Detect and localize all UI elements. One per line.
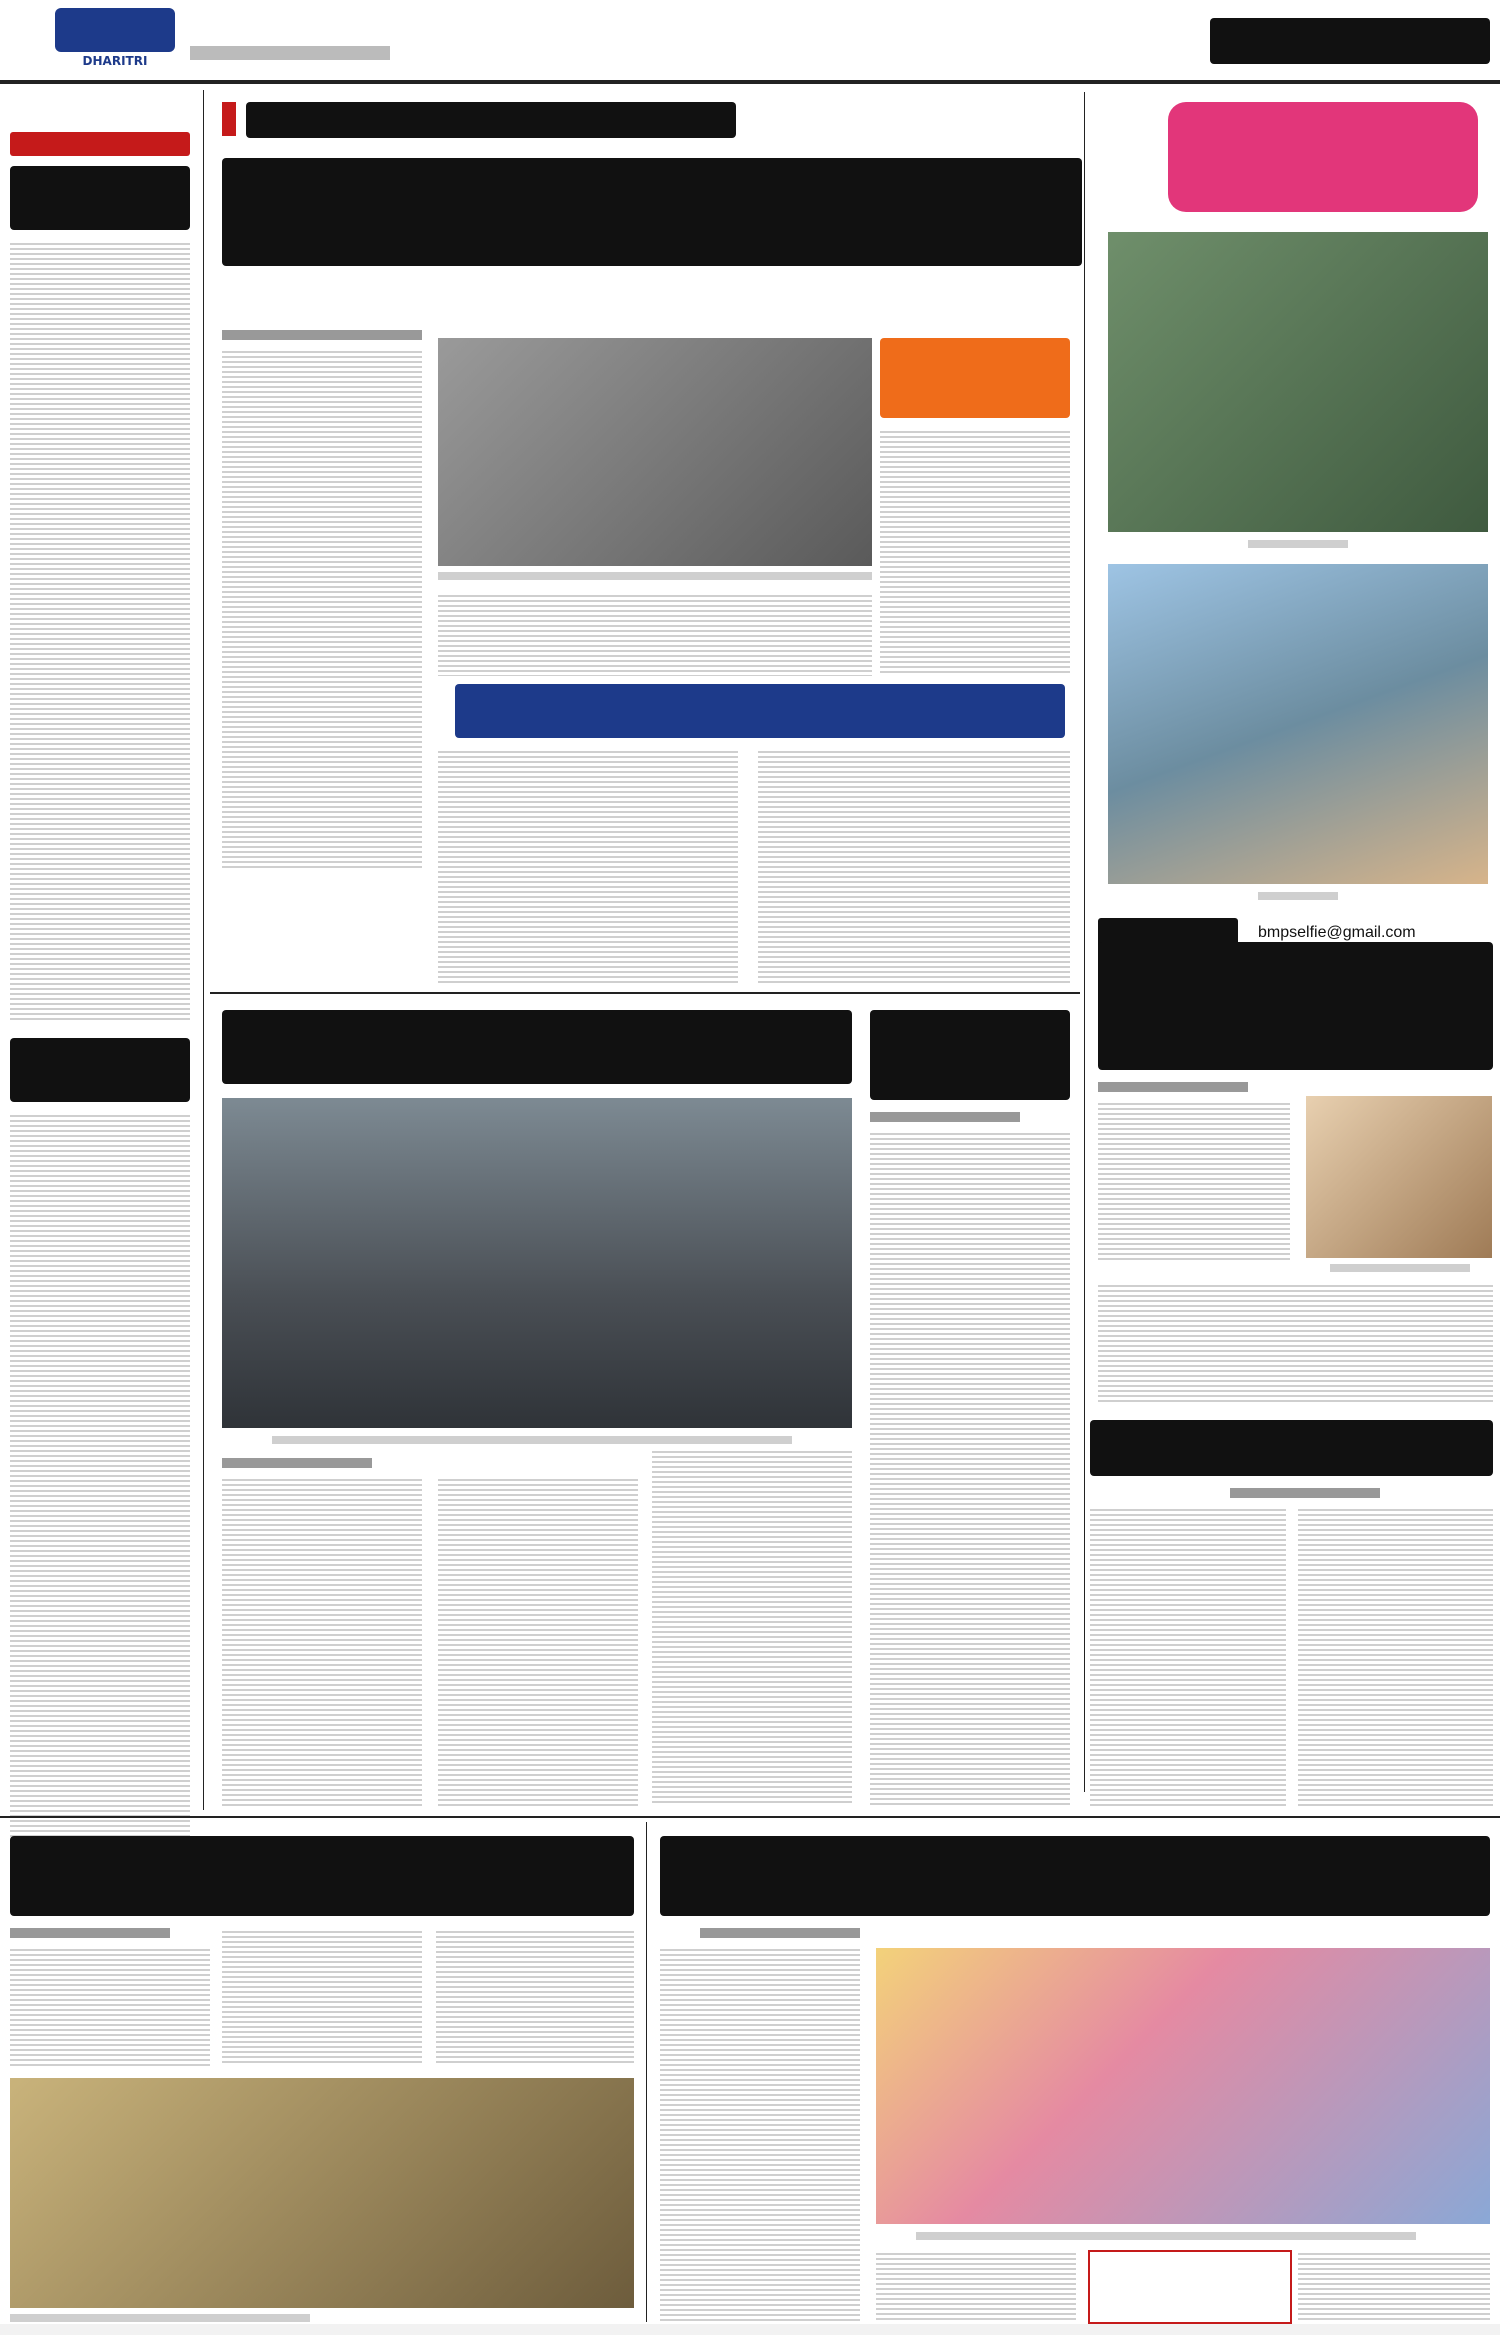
lead-sidebar-badge xyxy=(880,338,1070,418)
lead-photo-caption xyxy=(438,572,872,580)
selfie-photo-1 xyxy=(1108,232,1488,532)
health-conference-text-col-2 xyxy=(876,2250,1076,2322)
health-conference-photo xyxy=(876,1948,1490,2224)
banner-text-col-2 xyxy=(758,748,1070,984)
lead-byline xyxy=(222,330,422,340)
rally-headline xyxy=(222,1010,852,1084)
rally-byline xyxy=(222,1458,372,1468)
bottom-section-rule xyxy=(646,1822,647,2322)
congress-text-col-2 xyxy=(1098,1282,1493,1402)
congress-headline xyxy=(1098,942,1493,1070)
health-conference-text-col-3 xyxy=(1298,2250,1490,2322)
masthead-date-block xyxy=(190,46,390,60)
lead-text-col-3 xyxy=(880,428,1070,676)
masthead-english-name: DHARITRI xyxy=(82,54,148,68)
banner-text-col-1 xyxy=(438,748,738,984)
selfie-email: bmpselfie@gmail.com xyxy=(1258,924,1416,941)
lead-text-col-2 xyxy=(438,592,872,676)
lead-photo xyxy=(438,338,872,566)
well-death-byline xyxy=(870,1112,1020,1122)
shiva-sevak-byline xyxy=(1230,1488,1380,1498)
health-conference-text-col-1 xyxy=(660,1946,860,2322)
kicker-marker xyxy=(222,102,236,136)
brief-headline-1 xyxy=(10,166,190,230)
rally-photo xyxy=(222,1098,852,1428)
masthead-logo xyxy=(55,8,175,52)
rally-text-col-3 xyxy=(652,1448,852,1806)
lead-text-col-1 xyxy=(222,348,422,868)
rally-photo-caption xyxy=(272,1436,792,1444)
selfie-caption-1 xyxy=(1248,540,1348,548)
health-conference-photo-caption xyxy=(916,2232,1416,2240)
left-column-rule xyxy=(203,90,204,1810)
family-planning-text-col-2 xyxy=(222,1928,422,2066)
congress-portrait-caption xyxy=(1330,1264,1470,1272)
section-title-block xyxy=(1210,18,1490,64)
health-conference-headline xyxy=(660,1836,1490,1916)
congress-text-col-1 xyxy=(1098,1100,1290,1260)
brief-headline-2 xyxy=(10,1038,190,1102)
shiva-sevak-text-col-2 xyxy=(1298,1506,1493,1806)
congress-byline xyxy=(1098,1082,1248,1092)
family-planning-text-col-3 xyxy=(436,1928,634,2066)
brief-text-1 xyxy=(10,240,190,1020)
shiva-sevak-headline xyxy=(1090,1420,1493,1476)
selfie-photo-2 xyxy=(1108,564,1488,884)
masthead-rule xyxy=(0,80,1500,84)
print-registration-strip xyxy=(0,2324,1500,2335)
lead-bottom-rule xyxy=(210,992,1080,994)
family-planning-headline xyxy=(10,1836,634,1916)
rally-text-col-2 xyxy=(438,1476,638,1806)
shiva-sevak-text-col-1 xyxy=(1090,1506,1286,1806)
well-death-headline xyxy=(870,1010,1070,1100)
family-planning-photo xyxy=(10,2078,634,2308)
inner-banner xyxy=(455,684,1065,738)
selfie-caption-2 xyxy=(1258,892,1338,900)
lead-headline xyxy=(222,158,1082,266)
selfie-logo xyxy=(1168,102,1478,212)
lead-kicker xyxy=(222,96,742,142)
rally-text-col-1 xyxy=(222,1476,422,1806)
health-conference-byline xyxy=(700,1928,860,1938)
congress-portrait xyxy=(1306,1096,1492,1258)
right-column-rule xyxy=(1084,92,1085,1792)
brief-text-2 xyxy=(10,1112,190,1872)
masthead xyxy=(0,0,1500,78)
health-conference-factbox xyxy=(1088,2250,1292,2324)
selfie-corner xyxy=(1088,92,1493,992)
kicker-text xyxy=(246,102,736,138)
middle-rule xyxy=(0,1816,1500,1818)
well-death-text xyxy=(870,1130,1070,1806)
family-planning-byline xyxy=(10,1928,170,1938)
briefs-label xyxy=(10,132,190,156)
family-planning-photo-caption xyxy=(10,2314,310,2322)
family-planning-text-col-1 xyxy=(10,1946,210,2066)
